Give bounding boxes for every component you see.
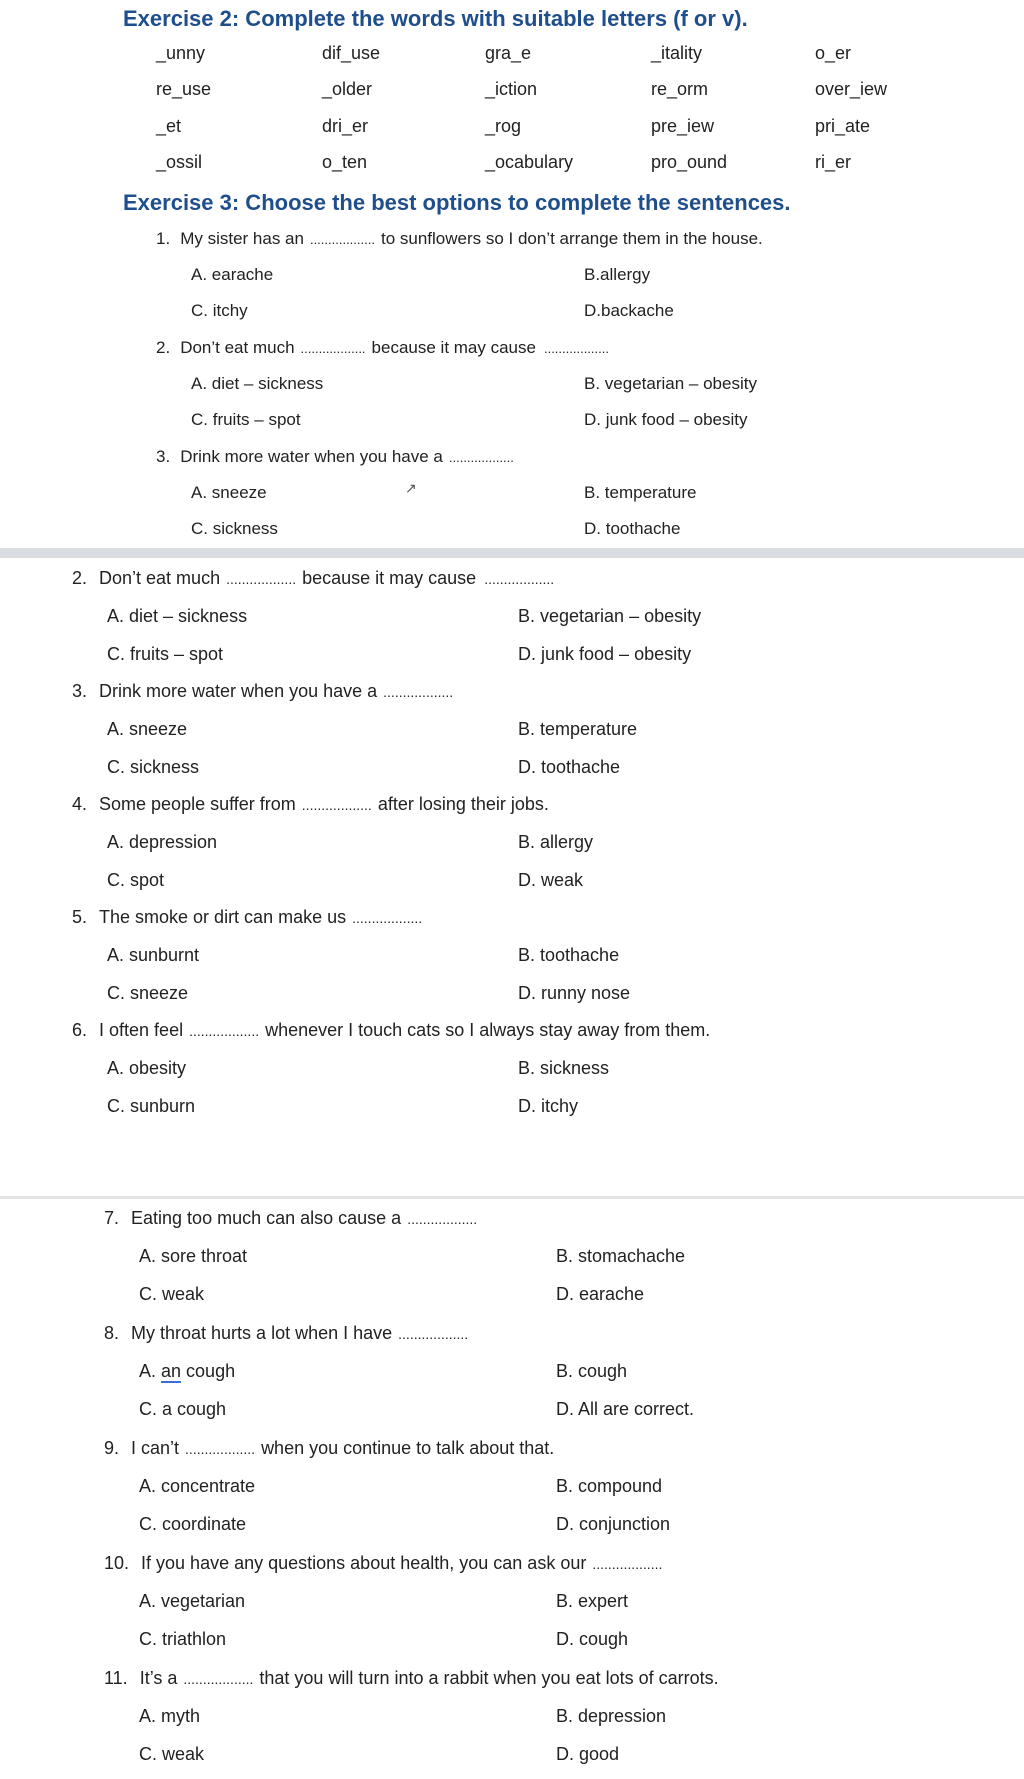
answer-blank: .................. (309, 232, 375, 247)
answer-option: A. myth (139, 1706, 201, 1726)
answer-option: A. diet – sickness (191, 374, 324, 393)
answer-option: D. junk food – obesity (518, 644, 692, 664)
word-item: _et (156, 116, 182, 136)
answer-option: A. an cough (139, 1361, 236, 1381)
question (156, 338, 609, 358)
answer-blank: .................. (592, 1556, 663, 1572)
question-text: The smoke or dirt can make us (99, 907, 347, 927)
answer-option: D. good (556, 1744, 620, 1764)
answer-option: D. toothache (518, 757, 621, 777)
answer-blank: .................. (448, 450, 514, 465)
question (104, 1438, 554, 1459)
word-item: _ocabulary (485, 152, 574, 172)
word-item: o_ten (322, 152, 368, 172)
answer-option: A. sore throat (139, 1246, 248, 1266)
answer-option: C. coordinate (139, 1514, 247, 1534)
word-item: _older (322, 79, 373, 99)
question (72, 794, 549, 815)
answer-option: D. conjunction (556, 1514, 671, 1534)
question-text-after: whenever I touch cats so I always stay away from them. (265, 1020, 711, 1040)
answer-blank: .................. (383, 684, 454, 700)
section-divider (0, 548, 1024, 558)
answer-blank: .................. (185, 1441, 256, 1457)
page-break-line (0, 1196, 1024, 1199)
question (104, 1553, 668, 1574)
exercise-3-title: Exercise 3: Choose the best options to complete the sentences. (123, 190, 791, 215)
answer-option: D. itchy (518, 1096, 579, 1116)
word-item: _rog (485, 116, 522, 136)
question-text: Some people suffer from (99, 794, 296, 814)
exercise-2-title: Exercise 2: Complete the words with suitable letters (f or v). (123, 6, 748, 31)
answer-option: D. weak (518, 870, 584, 890)
answer-option: A. sneeze (107, 719, 188, 739)
answer-option: C. fruits – spot (191, 410, 301, 429)
answer-option: D. toothache (584, 519, 681, 538)
answer-option: A. diet – sickness (107, 606, 248, 626)
answer-option: C. sunburn (107, 1096, 196, 1116)
question-text: My sister has an (180, 229, 304, 248)
question-text-after: because it may cause (302, 568, 477, 588)
word-item: pri_ate (815, 116, 871, 136)
answer-option: A. earache (191, 265, 274, 284)
question-text: Don’t eat much (99, 568, 221, 588)
question-text-after: after losing their jobs. (377, 794, 549, 814)
question-text: If you have any questions about health, you can ask our (141, 1553, 587, 1573)
word-item: dif_use (322, 43, 381, 63)
answer-option: D.backache (584, 301, 674, 320)
question (72, 568, 554, 589)
question-number: 1. (156, 229, 171, 248)
question (72, 907, 428, 928)
answer-option: B. allergy (518, 832, 594, 852)
answer-option: D. cough (556, 1629, 629, 1649)
question-text: Eating too much can also cause a (131, 1208, 402, 1228)
word-item: o_er (815, 43, 852, 63)
answer-option: D. runny nose (518, 983, 631, 1003)
answer-blank: .................. (301, 797, 372, 813)
word-item: pre_iew (651, 116, 715, 136)
answer-option: B. temperature (584, 483, 697, 502)
answer-option: B. temperature (518, 719, 638, 739)
answer-option: C. sickness (107, 757, 200, 777)
answer-blank: .................. (407, 1211, 478, 1227)
answer-option: A. concentrate (139, 1476, 256, 1496)
answer-option: C. sneeze (107, 983, 189, 1003)
answer-option: A. sneeze (191, 483, 267, 502)
word-item: ri_er (815, 152, 852, 172)
answer-option: D. earache (556, 1284, 645, 1304)
word-item: dri_er (322, 116, 369, 136)
word-item: _iction (485, 79, 538, 99)
question-text-after: because it may cause (371, 338, 536, 357)
answer-blank: .................. (543, 341, 609, 356)
answer-option: B. sickness (518, 1058, 610, 1078)
word-item: _itality (651, 43, 703, 63)
answer-blank: .................. (189, 1023, 260, 1039)
answer-option: D. junk food – obesity (584, 410, 748, 429)
word-item: re_use (156, 79, 212, 99)
answer-option: B. compound (556, 1476, 663, 1496)
question-text: Don’t eat much (180, 338, 295, 357)
question-number: 4. (72, 794, 88, 814)
answer-blank: .................. (226, 571, 297, 587)
question-text: I can’t (131, 1438, 180, 1458)
answer-option: C. a cough (139, 1399, 227, 1419)
answer-blank: .................. (183, 1671, 254, 1687)
answer-option: B. vegetarian – obesity (584, 374, 757, 393)
question-number: 3. (156, 447, 171, 466)
word-item: gra_e (485, 43, 532, 63)
answer-option: C. fruits – spot (107, 644, 224, 664)
answer-blank: .................. (484, 571, 555, 587)
question-text: It’s a (139, 1668, 178, 1688)
word-item: over_iew (815, 79, 888, 99)
question-number: 2. (72, 568, 88, 588)
answer-option: D. All are correct. (556, 1399, 695, 1419)
answer-blank: .................. (398, 1326, 469, 1342)
answer-option: B. depression (556, 1706, 667, 1726)
question-number: 2. (156, 338, 171, 357)
answer-option: C. weak (139, 1284, 205, 1304)
question-number: 3. (72, 681, 88, 701)
mouse-cursor-icon: ↗ (405, 480, 417, 496)
answer-blank: .................. (300, 341, 366, 356)
answer-option: C. spot (107, 870, 165, 890)
question-text: I often feel (99, 1020, 184, 1040)
question-number: 9. (104, 1438, 120, 1458)
question-text-after: that you will turn into a rabbit when you eat lots of carrots. (259, 1668, 719, 1688)
answer-option: C. itchy (191, 301, 248, 320)
question-number: 7. (104, 1208, 120, 1228)
question-number: 11. (104, 1668, 128, 1688)
question-text: Drink more water when you have a (99, 681, 378, 701)
answer-option: A. depression (107, 832, 218, 852)
question (156, 229, 763, 249)
answer-option: A. sunburnt (107, 945, 200, 965)
question (72, 681, 459, 702)
answer-option: A. obesity (107, 1058, 187, 1078)
answer-option: C. sickness (191, 519, 278, 538)
question-text: My throat hurts a lot when I have (131, 1323, 393, 1343)
question-number: 10. (104, 1553, 130, 1573)
answer-option: A. vegetarian (139, 1591, 246, 1611)
answer-option: B. toothache (518, 945, 620, 965)
answer-blank: .................. (352, 910, 423, 926)
question (104, 1323, 474, 1344)
question-text: Drink more water when you have a (180, 447, 443, 466)
question-text-after: when you continue to talk about that. (261, 1438, 555, 1458)
question (156, 447, 520, 467)
answer-option: B. stomachache (556, 1246, 686, 1266)
answer-option: B. expert (556, 1591, 629, 1611)
question-number: 8. (104, 1323, 120, 1343)
word-item: re_orm (651, 79, 709, 99)
question (104, 1668, 719, 1689)
word-item: _unny (156, 43, 206, 63)
question-text-after: to sunflowers so I don’t arrange them in the house. (380, 229, 763, 248)
word-item: _ossil (156, 152, 203, 172)
question (72, 1020, 710, 1041)
answer-option: C. weak (139, 1744, 205, 1764)
question (104, 1208, 483, 1229)
question-number: 6. (72, 1020, 88, 1040)
answer-option: B.allergy (584, 265, 651, 284)
answer-option: C. triathlon (139, 1629, 227, 1649)
answer-option: B. cough (556, 1361, 628, 1381)
question-number: 5. (72, 907, 88, 927)
word-item: pro_ound (651, 152, 728, 172)
answer-option: B. vegetarian – obesity (518, 606, 702, 626)
